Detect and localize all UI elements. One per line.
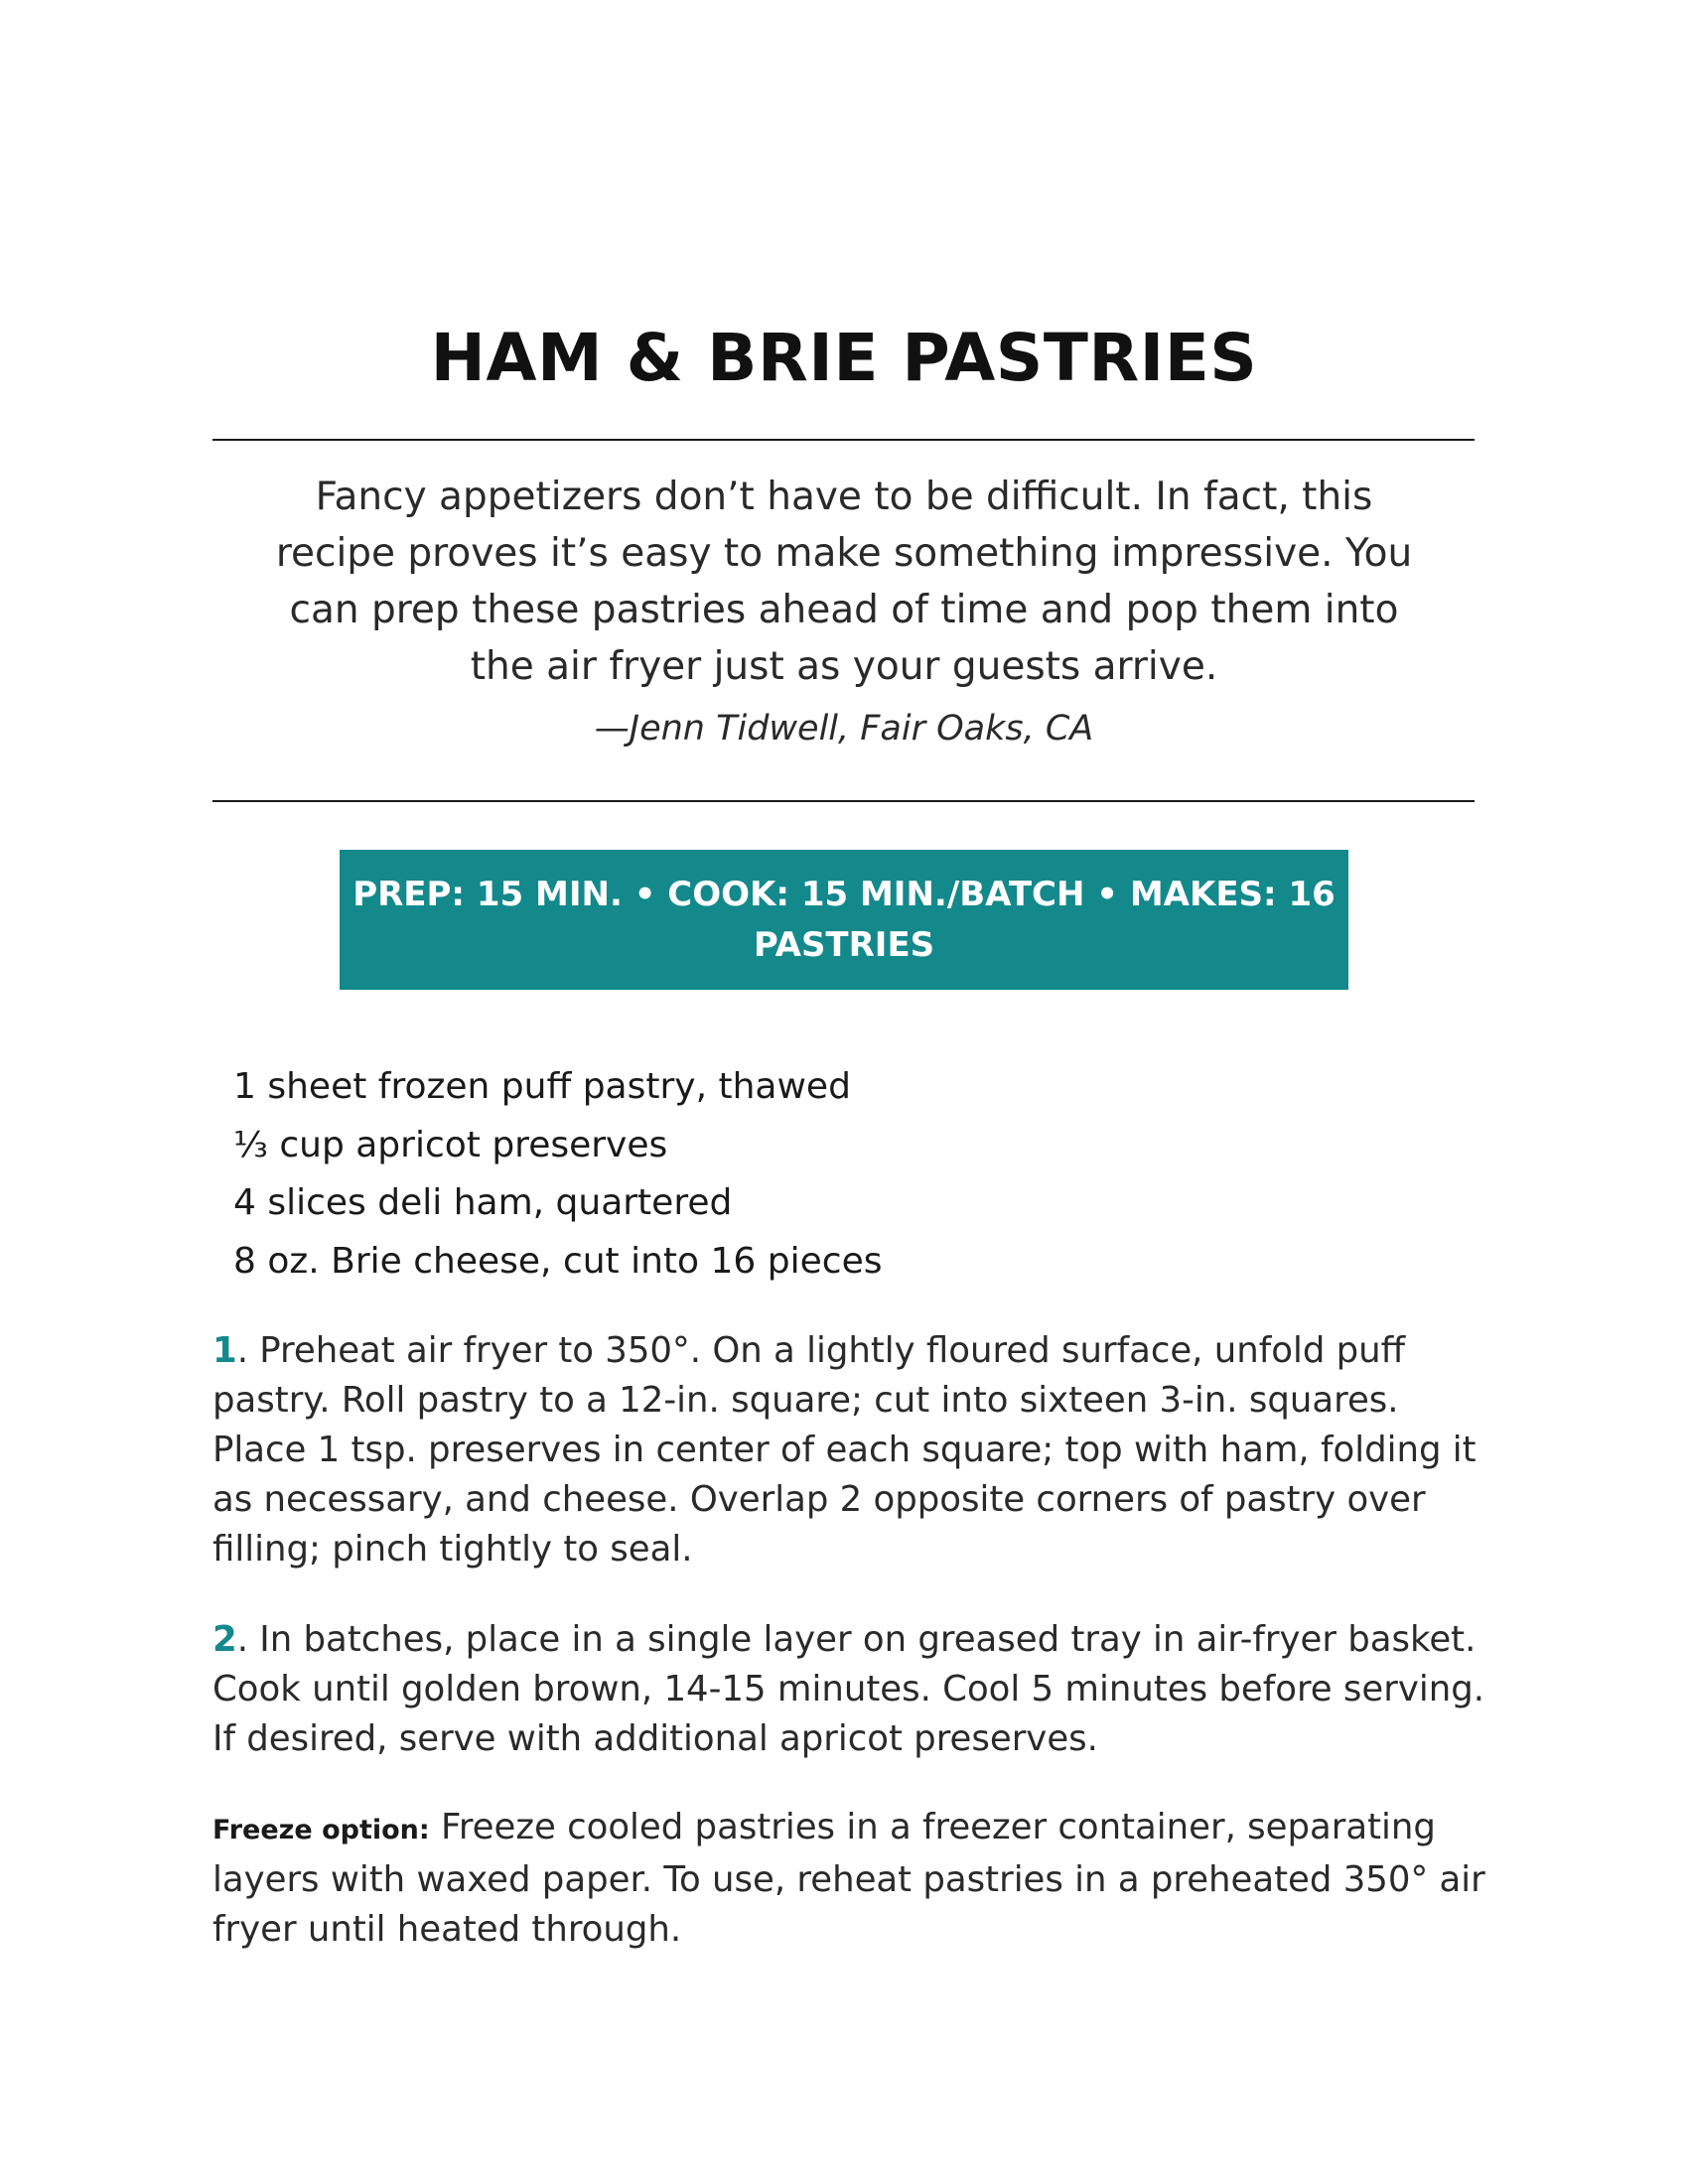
step-line xyxy=(212,1615,1493,1665)
step-line: fryer until heated through. xyxy=(212,1909,682,1950)
ingredient-item: 8 oz. Brie cheese, cut into 16 pieces xyxy=(233,1240,883,1282)
recipe-info-banner xyxy=(340,850,1348,990)
step-line: pastry. Roll pastry to a 12-in. square; cut into sixteen 3-in. squares. xyxy=(212,1380,1399,1421)
intro-line: recipe proves it’s easy to make something impressive. You xyxy=(275,531,1413,576)
intro-divider xyxy=(212,800,1475,802)
freeze-option-text: Freeze cooled pastries in a freezer container, separating xyxy=(429,1807,1436,1847)
freeze-option-label: Freeze option: xyxy=(212,1815,430,1845)
recipe-title: HAM & BRIE PASTRIES xyxy=(430,320,1258,396)
direction-step xyxy=(212,1615,1493,1764)
step-line: Place 1 tsp. preserves in center of each square; top with ham, folding it xyxy=(212,1430,1477,1470)
intro-line: Fancy appetizers don’t have to be difficult. In fact, this xyxy=(315,475,1373,519)
step-text: . In batches, place in a single layer on greased tray in air-fryer basket. xyxy=(236,1619,1477,1660)
title-divider xyxy=(212,439,1475,441)
step-number: 1 xyxy=(212,1330,237,1371)
intro-line: can prep these pastries ahead of time and pop them into xyxy=(289,588,1399,632)
recipe-intro xyxy=(248,469,1440,695)
step-line: If desired, serve with additional apricot preserves. xyxy=(212,1718,1098,1759)
step-line: layers with waxed paper. To use, reheat pastries in a preheated 350° air xyxy=(212,1859,1485,1900)
step-number: 2 xyxy=(212,1619,237,1660)
freeze-option xyxy=(212,1803,1493,1955)
ingredient-item: 1 sheet frozen puff pastry, thawed xyxy=(233,1066,851,1107)
step-text: . Preheat air fryer to 350°. On a lightly floured surface, unfold puff xyxy=(236,1330,1406,1371)
banner-line: PASTRIES xyxy=(753,925,935,965)
step-line: as necessary, and cheese. Overlap 2 opposite corners of pastry over xyxy=(212,1479,1426,1520)
step-line xyxy=(212,1803,1493,1855)
ingredient-item: 4 slices deli ham, quartered xyxy=(233,1182,733,1223)
step-line: filling; pinch tightly to seal. xyxy=(212,1529,693,1570)
step-line: Cook until golden brown, 14-15 minutes. Cool 5 minutes before serving. xyxy=(212,1669,1485,1709)
ingredient-item: ⅓ cup apricot preserves xyxy=(233,1124,668,1165)
direction-step xyxy=(212,1326,1493,1574)
intro-line: the air fryer just as your guests arrive. xyxy=(470,644,1218,689)
ingredient-list xyxy=(233,1058,882,1291)
recipe-byline: —Jenn Tidwell, Fair Oaks, CA xyxy=(594,709,1094,749)
banner-line: PREP: 15 MIN. • COOK: 15 MIN./BATCH • MAKES: 16 xyxy=(352,875,1336,914)
step-line xyxy=(212,1326,1493,1376)
